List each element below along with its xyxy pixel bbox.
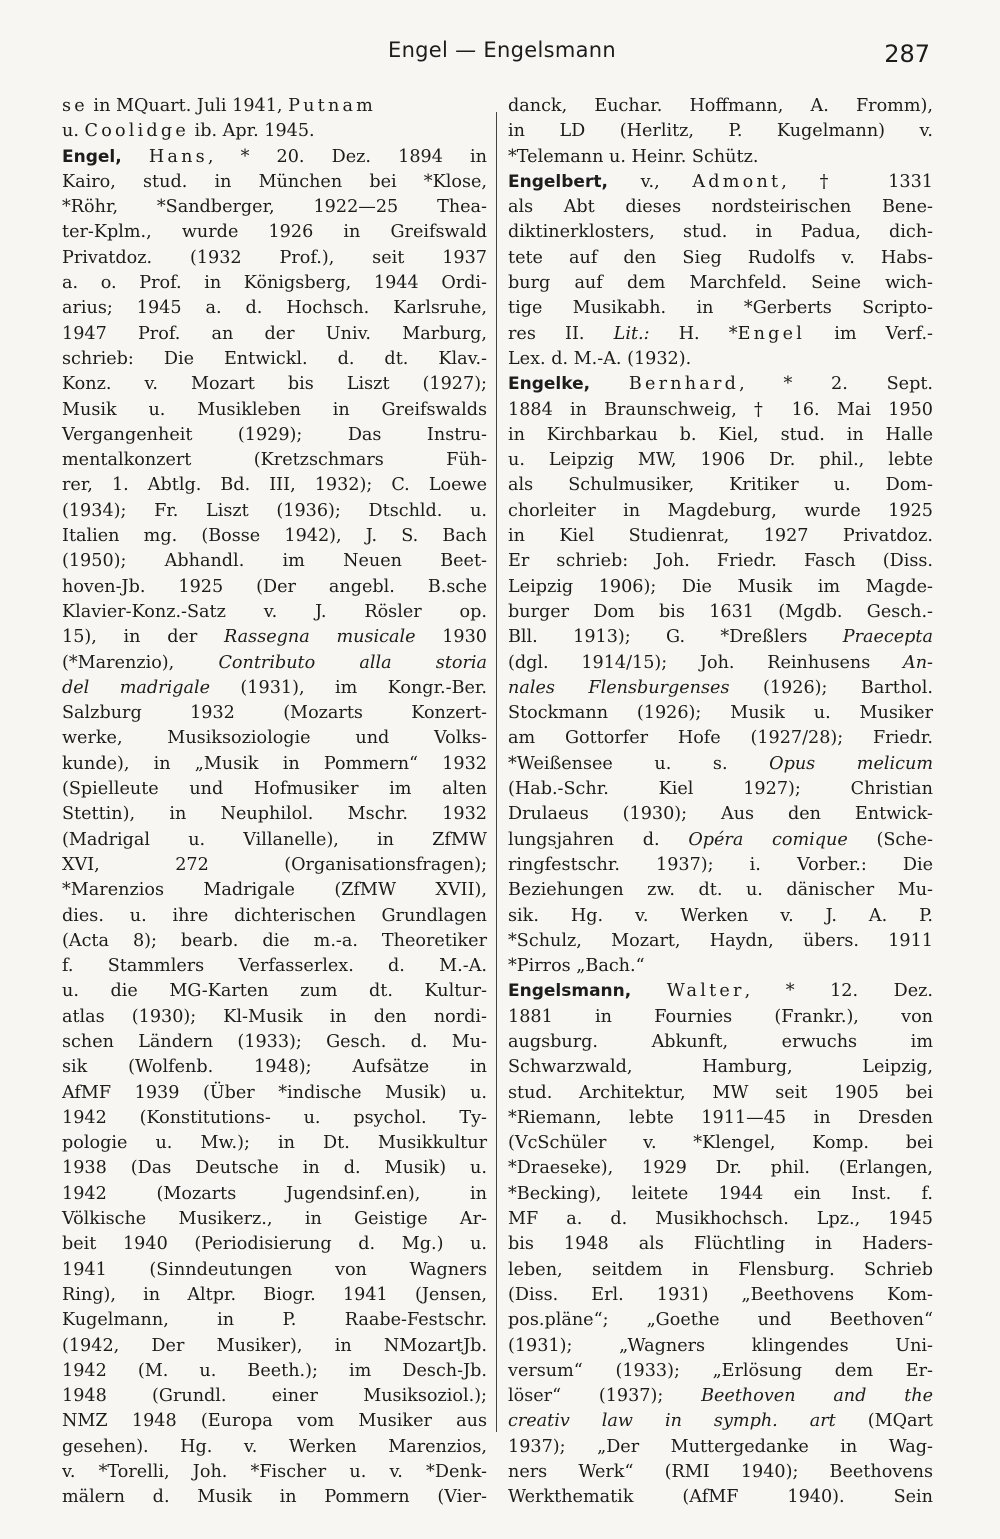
spaced-name: Putnam xyxy=(288,96,377,116)
text-run: Musik u. Musikleben in Greifswalds xyxy=(62,399,487,420)
text-run: u. xyxy=(62,121,85,142)
left-column xyxy=(62,94,487,1511)
text-run: sik (Wolfenb. 1948); Aufsätze in xyxy=(62,1057,487,1078)
text-run: im Verf.- xyxy=(805,323,933,344)
text-run: Schwarzwald, Hamburg, Leipzig, xyxy=(508,1057,933,1078)
text-line xyxy=(508,1207,933,1232)
text-line xyxy=(62,246,487,271)
text-line xyxy=(508,499,933,524)
text-line xyxy=(62,448,487,473)
text-run: *Marenzios Madrigale (ZfMW XVII), xyxy=(62,880,487,901)
text-run xyxy=(590,374,629,394)
spaced-name: Hans xyxy=(148,146,208,167)
text-line xyxy=(508,372,933,397)
text-run: , † 1331 xyxy=(781,171,933,192)
text-run: Ring), in Altpr. Biogr. 1941 (Jensen, xyxy=(62,1284,487,1305)
text-run: mälern d. Musik in Pommern (Vier- xyxy=(62,1487,487,1508)
text-line xyxy=(508,979,933,1004)
text-line xyxy=(508,94,933,119)
text-line xyxy=(508,752,933,777)
entry-headword: Engelke, xyxy=(508,374,591,395)
text-line xyxy=(508,347,933,372)
text-line xyxy=(62,195,487,220)
text-line xyxy=(508,423,933,448)
text-run: *Röhr, *Sandberger, 1922—25 Thea- xyxy=(62,197,487,218)
text-run: Völkische Musikerz., in Geistige Ar- xyxy=(62,1209,487,1230)
text-line xyxy=(62,878,487,903)
text-line xyxy=(62,1182,487,1207)
text-run: Kugelmann, in P. Raabe-Festschr. xyxy=(62,1310,487,1331)
text-run: Drulaeus (1930); Aus den Entwick- xyxy=(508,804,933,825)
text-run: pos.pläne“; „Goethe und Beethoven“ xyxy=(508,1310,933,1331)
text-line xyxy=(508,1384,933,1409)
text-line xyxy=(62,575,487,600)
text-line xyxy=(62,499,487,524)
text-line xyxy=(62,1232,487,1257)
text-run: (dgl. 1914/15); Joh. Reinhusens xyxy=(508,652,904,673)
text-run: (Diss. Erl. 1931) „Beethovens Kom- xyxy=(508,1284,933,1305)
text-line xyxy=(508,726,933,751)
text-line xyxy=(508,473,933,498)
text-line xyxy=(508,1232,933,1257)
text-run: 1930 xyxy=(415,627,487,648)
text-line xyxy=(508,1485,933,1510)
text-line xyxy=(62,1081,487,1106)
text-line xyxy=(62,828,487,853)
text-line xyxy=(62,524,487,549)
text-line xyxy=(62,423,487,448)
text-run: 1942 (M. u. Beeth.); im Desch-Jb. xyxy=(62,1360,487,1381)
text-line xyxy=(508,524,933,549)
text-run: löser“ (1937); xyxy=(508,1386,702,1407)
text-run: *Pirros „Bach.“ xyxy=(508,956,645,977)
text-line xyxy=(62,1308,487,1333)
text-run: versum“ (1933); „Erlösung dem Er- xyxy=(508,1360,933,1381)
text-line xyxy=(508,954,933,979)
text-line xyxy=(508,575,933,600)
text-line xyxy=(508,398,933,423)
italic-title: An- xyxy=(903,652,933,673)
text-line xyxy=(508,904,933,929)
text-run: *Draeseke), 1929 Dr. phil. (Erlangen, xyxy=(508,1158,933,1179)
text-run: (1934); Fr. Liszt (1936); Dtschld. u. xyxy=(62,500,487,521)
text-line xyxy=(62,1156,487,1181)
italic-title: Rassegna musicale xyxy=(224,627,416,648)
text-line xyxy=(508,802,933,827)
text-run: in MQuart. Juli 1941, xyxy=(87,96,289,116)
text-line xyxy=(508,119,933,144)
text-run: (1926); Barthol. xyxy=(729,677,933,698)
text-run: *Telemann u. Heinr. Schütz. xyxy=(508,146,759,167)
text-run: u. Leipzig MW, 1906 Dr. phil., lebte xyxy=(508,450,933,471)
text-run: (1931); „Wagners klingendes Uni- xyxy=(508,1335,933,1356)
italic-title: Beethoven and the xyxy=(701,1386,934,1407)
text-run: gesehen). Hg. v. Werken Marenzios, xyxy=(62,1436,487,1457)
text-run: Privatdoz. (1932 Prof.), seit 1937 xyxy=(62,247,487,268)
text-run: Klavier-Konz.-Satz v. J. Rösler op. xyxy=(62,601,487,622)
text-run: Werkthematik (AfMF 1940). Sein xyxy=(508,1487,933,1508)
text-line xyxy=(508,246,933,271)
text-run: lungsjahren d. xyxy=(508,829,689,850)
text-run: ter-Kplm., wurde 1926 in Greifswald xyxy=(62,222,487,243)
text-run: ners Werk“ (RMI 1940); Beethovens xyxy=(508,1462,933,1483)
text-run: 1884 in Braunschweig, † 16. Mai 1950 xyxy=(508,399,933,420)
text-run: u. die MG-Karten zum dt. Kultur- xyxy=(62,981,487,1002)
text-line xyxy=(508,1435,933,1460)
text-line xyxy=(508,1460,933,1485)
text-run: burger Dom bis 1631 (Mgdb. Gesch.- xyxy=(508,601,933,622)
page-number: 287 xyxy=(884,40,930,68)
text-run: v. *Torelli, Joh. *Fischer u. v. *Denk- xyxy=(62,1462,487,1483)
text-run xyxy=(631,981,667,1001)
text-run: *Weißensee u. s. xyxy=(508,753,770,774)
page-header xyxy=(0,32,1000,72)
text-line xyxy=(62,752,487,777)
text-run: (Hab.-Schr. Kiel 1927); Christian xyxy=(508,779,933,800)
text-run: stud. Architektur, MW seit 1905 bei xyxy=(508,1082,933,1103)
text-run: pologie u. Mw.); in Dt. Musikkultur xyxy=(62,1133,487,1154)
text-line xyxy=(508,195,933,220)
text-run: *Becking), leitete 1944 ein Inst. f. xyxy=(508,1183,933,1204)
text-run: *Schulz, Mozart, Haydn, übers. 1911 xyxy=(508,930,933,951)
text-run: f. Stammlers Verfasserlex. d. M.-A. xyxy=(62,956,487,977)
right-column xyxy=(508,94,933,1511)
text-line xyxy=(508,1308,933,1333)
text-line xyxy=(62,1334,487,1359)
text-run: Stockmann (1926); Musik u. Musiker xyxy=(508,703,933,724)
text-line xyxy=(62,372,487,397)
spaced-name: Walter xyxy=(666,981,745,1002)
text-run: bis 1948 als Flüchtling in Haders- xyxy=(508,1234,933,1255)
text-run: 1942 (Mozarts Jugendsinf.en), in xyxy=(62,1183,487,1204)
text-run: augsburg. Abkunft, erwuchs im xyxy=(508,1031,933,1052)
text-run: (*Marenzio), xyxy=(62,652,219,673)
text-run: 1938 (Das Deutsche in d. Musik) u. xyxy=(62,1158,487,1179)
text-run xyxy=(122,147,149,167)
text-line xyxy=(62,296,487,321)
text-run: dies. u. ihre dichterischen Grundlagen xyxy=(62,905,487,926)
text-run: Stettin), in Neuphilol. Mschr. 1932 xyxy=(62,804,487,825)
text-run: v., xyxy=(607,171,693,192)
text-line xyxy=(508,777,933,802)
text-run: schen Ländern (1933); Gesch. d. Mu- xyxy=(62,1031,487,1052)
text-run: als Schulmusiker, Kritiker u. Dom- xyxy=(508,475,933,496)
text-run: (Sche- xyxy=(847,829,933,850)
text-line xyxy=(62,170,487,195)
text-line xyxy=(62,726,487,751)
text-line xyxy=(62,954,487,979)
text-line xyxy=(62,1106,487,1131)
italic-title: nales Flensburgenses xyxy=(508,677,730,698)
text-line xyxy=(508,1131,933,1156)
text-run: XVI, 272 (Organisationsfragen); xyxy=(62,854,487,875)
text-run: 1941 (Sinndeutungen von Wagners xyxy=(62,1259,487,1280)
text-line xyxy=(508,448,933,473)
text-line xyxy=(508,1030,933,1055)
text-line xyxy=(508,1258,933,1283)
text-line xyxy=(508,1106,933,1131)
text-line xyxy=(62,904,487,929)
text-line xyxy=(62,777,487,802)
text-line xyxy=(62,1055,487,1080)
text-line xyxy=(508,600,933,625)
spaced-name: Coolidge xyxy=(84,121,189,142)
text-line xyxy=(62,1258,487,1283)
text-run: Italien mg. (Bosse 1942), J. S. Bach xyxy=(62,526,487,547)
text-run: rer, 1. Abtlg. Bd. III, 1932); C. Loewe xyxy=(62,475,487,496)
text-run: (Acta 8); bearb. die m.-a. Theoretiker xyxy=(62,930,487,951)
text-run: *Riemann, lebte 1911—45 in Dresden xyxy=(508,1107,933,1128)
text-line xyxy=(508,220,933,245)
text-run: (MQart xyxy=(835,1411,933,1432)
text-line xyxy=(508,1283,933,1308)
text-run: (Madrigal u. Villanelle), in ZfMW xyxy=(62,829,487,850)
text-line xyxy=(508,878,933,903)
text-run: Salzburg 1932 (Mozarts Konzert- xyxy=(62,703,487,724)
italic-title: Contributo alla storia xyxy=(218,652,488,673)
text-line xyxy=(62,1131,487,1156)
text-line xyxy=(508,676,933,701)
italic-title: Lit.: xyxy=(613,323,650,344)
text-run: a. o. Prof. in Königsberg, 1944 Ordi- xyxy=(62,273,487,294)
text-line xyxy=(62,1030,487,1055)
text-line xyxy=(508,828,933,853)
text-line xyxy=(508,651,933,676)
text-line xyxy=(62,600,487,625)
text-line xyxy=(508,625,933,650)
text-line xyxy=(508,1156,933,1181)
text-run: tete auf den Sieg Rudolfs v. Habs- xyxy=(508,247,933,268)
italic-title: del madrigale xyxy=(62,677,210,698)
text-run: 1947 Prof. an der Univ. Marburg, xyxy=(62,323,487,344)
text-line xyxy=(508,1055,933,1080)
text-run: 1942 (Konstitutions- u. psychol. Ty- xyxy=(62,1107,487,1128)
text-run: AfMF 1939 (Über *indische Musik) u. xyxy=(62,1082,487,1103)
text-run: kunde), in „Musik in Pommern“ 1932 xyxy=(62,753,487,774)
text-line xyxy=(62,701,487,726)
entry-headword: Engelsmann, xyxy=(508,981,632,1002)
text-run: , * 20. Dez. 1894 in xyxy=(207,146,487,167)
text-line xyxy=(62,1359,487,1384)
text-line xyxy=(62,398,487,423)
text-line xyxy=(508,1005,933,1030)
text-line xyxy=(62,94,487,119)
text-run: in Kiel Studienrat, 1927 Privatdoz. xyxy=(508,526,933,547)
text-run: (1950); Abhandl. im Neuen Beet- xyxy=(62,551,487,572)
text-run: hoven-Jb. 1925 (Der angebl. B.sche xyxy=(62,576,487,597)
text-run: mentalkonzert (Kretzschmars Füh- xyxy=(62,450,487,471)
italic-title: Opus melicum xyxy=(769,753,934,774)
entry-headword: Engel, xyxy=(62,146,122,167)
text-line xyxy=(508,170,933,195)
text-line xyxy=(508,1182,933,1207)
text-run: burg auf dem Marchfeld. Seine wich- xyxy=(508,273,933,294)
text-run: (VcSchüler v. *Klengel, Komp. bei xyxy=(508,1133,933,1154)
text-line xyxy=(508,853,933,878)
text-run: res II. xyxy=(508,323,614,344)
text-line xyxy=(508,271,933,296)
text-line xyxy=(62,347,487,372)
text-line xyxy=(62,1435,487,1460)
text-line xyxy=(62,1207,487,1232)
text-run: chorleiter in Magdeburg, wurde 1925 xyxy=(508,500,933,521)
text-line xyxy=(62,119,487,144)
text-run: Beziehungen zw. dt. u. dänischer Mu- xyxy=(508,880,933,901)
text-run: , * 12. Dez. xyxy=(744,981,934,1002)
italic-title: creativ law in symph. art xyxy=(508,1411,836,1432)
text-run: Er schrieb: Joh. Friedr. Fasch (Diss. xyxy=(508,551,933,572)
text-line xyxy=(62,1485,487,1510)
text-line xyxy=(62,929,487,954)
text-run: tige Musikabh. in *Gerberts Scripto- xyxy=(508,298,933,319)
text-run: am Gottorfer Hofe (1927/28); Friedr. xyxy=(508,728,933,749)
spaced-name: se xyxy=(62,96,88,116)
text-run: 1948 (Grundl. einer Musiksoziol.); xyxy=(62,1386,487,1407)
text-run: (Spielleute und Hofmusiker im alten xyxy=(62,779,487,800)
text-run: leben, seitdem in Flensburg. Schrieb xyxy=(508,1259,933,1280)
text-run: (1942, Der Musiker), in NMozartJb. xyxy=(62,1335,487,1356)
text-run: Lex. d. M.-A. (1932). xyxy=(508,348,692,369)
text-run: 1881 in Fournies (Frankr.), von xyxy=(508,1006,933,1027)
text-run: , * 2. Sept. xyxy=(739,374,934,395)
text-line xyxy=(62,1384,487,1409)
text-run: Konz. v. Mozart bis Liszt (1927); xyxy=(62,374,487,395)
italic-title: Praecepta xyxy=(842,627,933,648)
column-divider xyxy=(496,112,497,1432)
text-line xyxy=(62,1283,487,1308)
text-run: als Abt dieses nordsteirischen Bene- xyxy=(508,197,933,218)
text-run: NMZ 1948 (Europa vom Musiker aus xyxy=(62,1411,487,1432)
text-run: Kairo, stud. in München bei *Klose, xyxy=(62,171,487,192)
text-run: ringfestschr. 1937); i. Vorber.: Die xyxy=(508,854,933,875)
text-run: Vergangenheit (1929); Das Instru- xyxy=(62,424,487,445)
text-line xyxy=(62,1005,487,1030)
text-run: H. * xyxy=(649,323,738,344)
text-run: arius; 1945 a. d. Hochsch. Karlsruhe, xyxy=(62,298,487,319)
text-line xyxy=(508,1081,933,1106)
text-run: (1931), im Kongr.-Ber. xyxy=(210,677,487,698)
text-run: ib. Apr. 1945. xyxy=(188,121,315,142)
text-run: werke, Musiksoziologie und Volks- xyxy=(62,728,487,749)
text-line xyxy=(62,676,487,701)
text-line xyxy=(62,322,487,347)
text-line xyxy=(62,1460,487,1485)
text-run: beit 1940 (Periodisierung d. Mg.) u. xyxy=(62,1234,487,1255)
text-line xyxy=(508,145,933,170)
text-line xyxy=(62,145,487,170)
text-line xyxy=(508,296,933,321)
text-run: sik. Hg. v. Werken v. J. A. P. xyxy=(508,905,933,926)
text-run: MF a. d. Musikhochsch. Lpz., 1945 xyxy=(508,1209,933,1230)
text-line xyxy=(62,802,487,827)
text-run: diktinerklosters, stud. in Padua, dich- xyxy=(508,222,933,243)
text-run: in LD (Herlitz, P. Kugelmann) v. xyxy=(508,121,933,142)
text-line xyxy=(62,625,487,650)
text-line xyxy=(62,853,487,878)
text-line xyxy=(508,929,933,954)
spaced-name: Bernhard xyxy=(628,374,740,395)
text-run: 15), in der xyxy=(62,627,225,648)
text-line xyxy=(62,473,487,498)
text-run: atlas (1930); Kl-Musik in den nordi- xyxy=(62,1006,487,1027)
text-run: in Kirchbarkau b. Kiel, stud. in Halle xyxy=(508,424,933,445)
text-line xyxy=(62,549,487,574)
running-head: Engel — Engelsmann xyxy=(388,38,616,62)
text-run: schrieb: Die Entwickl. d. dt. Klav.- xyxy=(62,348,487,369)
text-line xyxy=(508,322,933,347)
text-run: Bll. 1913); G. *Dreßlers xyxy=(508,627,843,648)
text-line xyxy=(62,220,487,245)
text-line xyxy=(62,1409,487,1434)
text-line xyxy=(508,549,933,574)
spaced-name: Admont xyxy=(692,171,782,192)
text-line xyxy=(62,271,487,296)
text-line xyxy=(508,1409,933,1434)
entry-headword: Engelbert, xyxy=(508,171,608,192)
spaced-name: Engel xyxy=(737,323,806,344)
text-run: Leipzig 1906); Die Musik im Magde- xyxy=(508,576,933,597)
text-line xyxy=(62,979,487,1004)
text-line xyxy=(508,701,933,726)
text-line xyxy=(508,1334,933,1359)
text-run: 1937); „Der Muttergedanke in Wag- xyxy=(508,1436,933,1457)
italic-title: Opéra comique xyxy=(688,829,848,850)
text-line xyxy=(508,1359,933,1384)
text-run: danck, Euchar. Hoffmann, A. Fromm), xyxy=(508,96,933,116)
text-line xyxy=(62,651,487,676)
